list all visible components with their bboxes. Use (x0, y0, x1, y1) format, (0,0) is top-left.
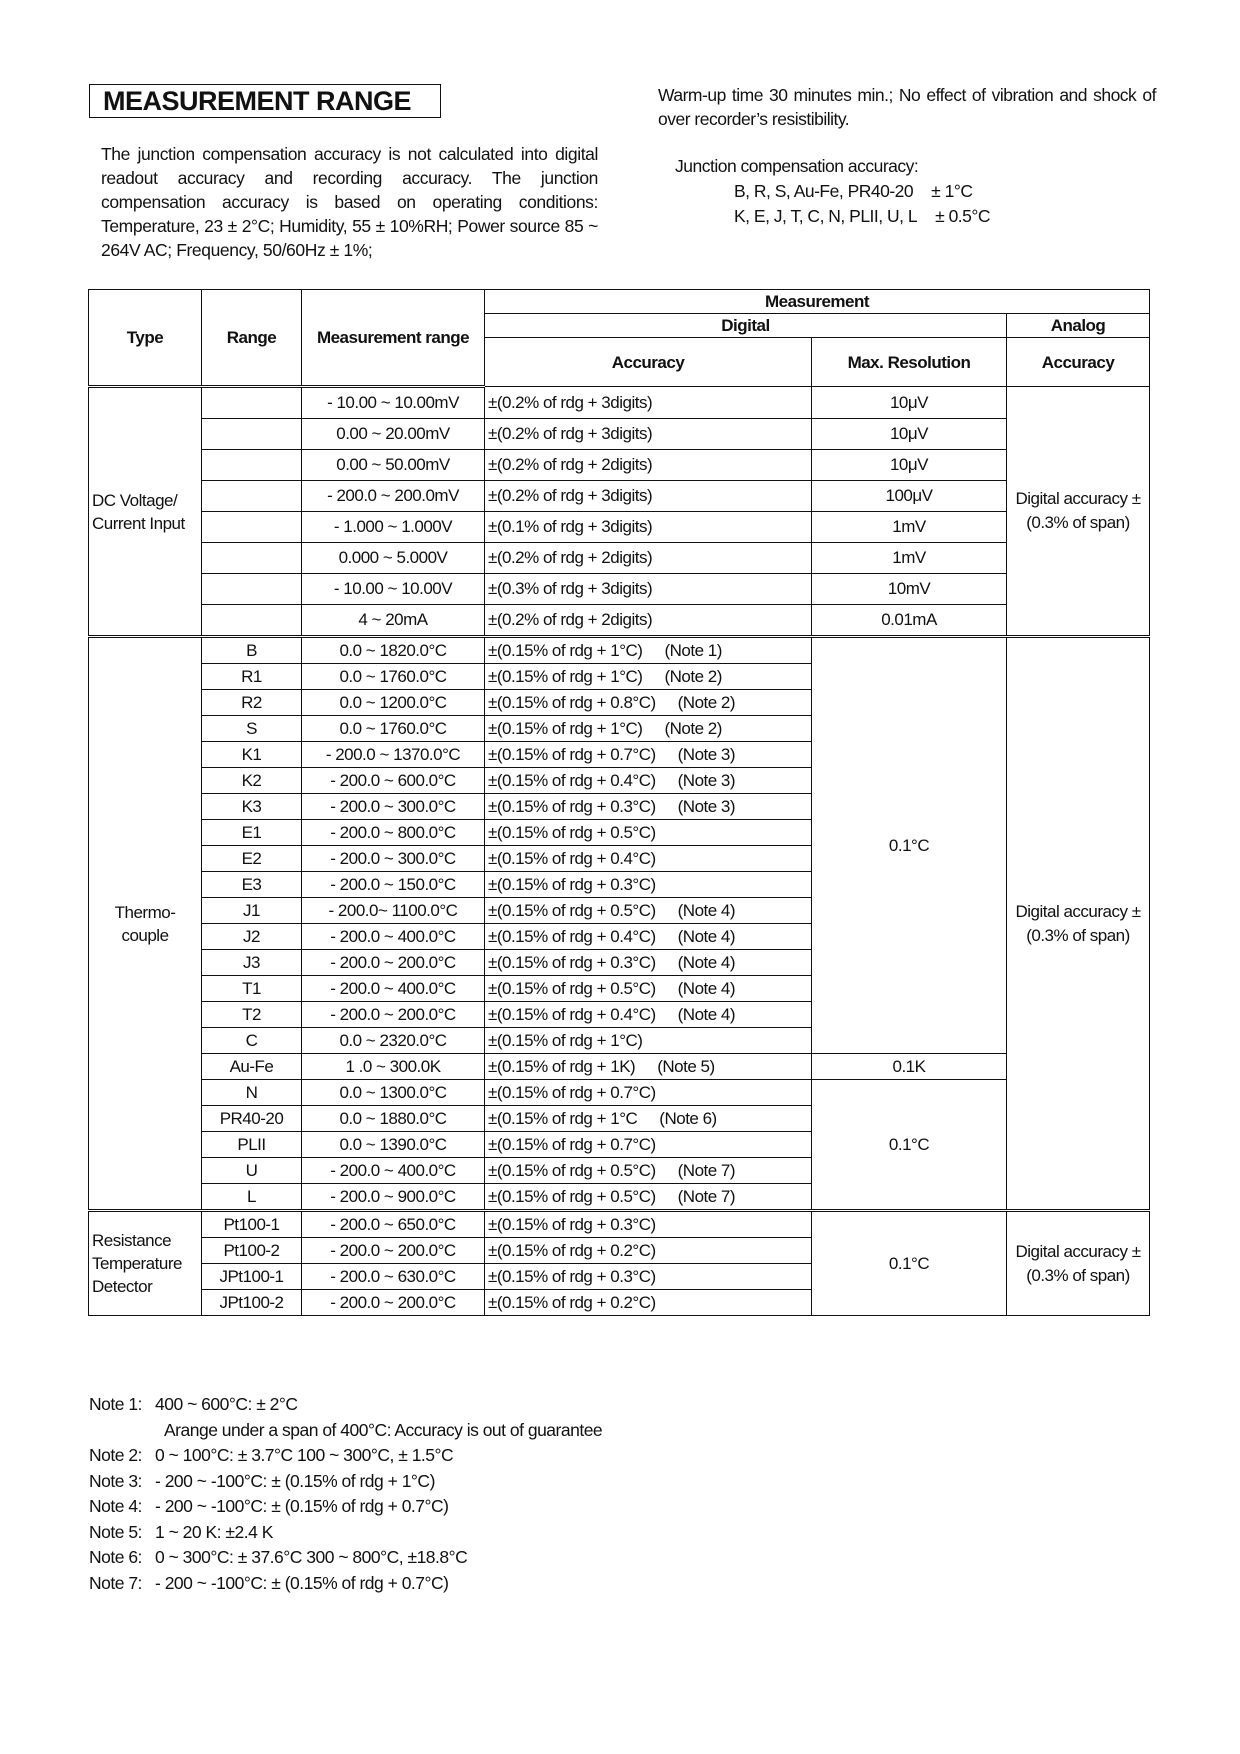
measurement-range-cell: - 200.0 ~ 300.0°C (302, 794, 485, 820)
measurement-range-cell: - 200.0 ~ 150.0°C (302, 872, 485, 898)
note-6: Note 6: 0 ~ 300°C: ± 37.6°C 300 ~ 800°C, ±18.8°C (89, 1547, 468, 1567)
accuracy-note: (Note 4) (677, 900, 736, 920)
resolution-cell: 1mV (812, 512, 1007, 543)
range-cell: B (202, 637, 302, 664)
measurement-range-cell: - 200.0 ~ 800.0°C (302, 820, 485, 846)
measurement-range-cell: - 200.0 ~ 600.0°C (302, 768, 485, 794)
analog-accuracy-cell: Digital accuracy ±(0.3% of span) (1007, 637, 1150, 1211)
header-digital: Digital (485, 314, 1007, 338)
measurement-range-cell: - 200.0 ~ 1370.0°C (302, 742, 485, 768)
range-cell: K2 (202, 768, 302, 794)
accuracy-cell (485, 1132, 812, 1158)
measurement-range-cell: - 200.0 ~ 650.0°C (302, 1211, 485, 1238)
accuracy-cell (485, 794, 812, 820)
measurement-range-cell: 0.0 ~ 1820.0°C (302, 637, 485, 664)
accuracy-note: (Note 4) (677, 952, 736, 972)
accuracy-cell (485, 742, 812, 768)
accuracy-text: ±(0.15% of rdg + 1°C (488, 1108, 638, 1128)
junction-types: B, R, S, Au-Fe, PR40-20 (734, 181, 914, 201)
accuracy-text: ±(0.15% of rdg + 0.5°C) (488, 822, 656, 842)
measurement-range-cell: - 200.0 ~ 200.0°C (302, 950, 485, 976)
header-max-resolution: Max. Resolution (812, 338, 1007, 387)
header-type: Type (89, 290, 202, 387)
range-cell (202, 512, 302, 543)
range-cell: N (202, 1080, 302, 1106)
accuracy-cell (485, 664, 812, 690)
accuracy-cell: ±(0.2% of rdg + 3digits) (485, 387, 812, 419)
accuracy-cell (485, 898, 812, 924)
measurement-range-cell: 0.0 ~ 2320.0°C (302, 1028, 485, 1054)
accuracy-cell (485, 950, 812, 976)
accuracy-cell: ±(0.1% of rdg + 3digits) (485, 512, 812, 543)
type-cell: DC Voltage/ Current Input (89, 387, 202, 637)
range-cell: PLII (202, 1132, 302, 1158)
accuracy-cell: ±(0.2% of rdg + 2digits) (485, 543, 812, 574)
note-2: Note 2: 0 ~ 100°C: ± 3.7°C 100 ~ 300°C, ± 1.5°C (89, 1445, 454, 1465)
accuracy-cell: ±(0.2% of rdg + 3digits) (485, 419, 812, 450)
note-1-continuation: Arange under a span of 400°C: Accuracy is out of guarantee (164, 1419, 603, 1440)
accuracy-cell (485, 716, 812, 742)
intro-paragraph: The junction compensation accuracy is not calculated into digital readout accuracy and recording accuracy. The junction compensation accuracy is based on operating conditions: Temperature, 23 ± 2°C; Humidity, 55 ± 10%RH; Power source 85 ~ 264V AC; Frequency, 50/60Hz ± 1%; (101, 144, 598, 260)
table-row (89, 450, 1150, 481)
range-cell (202, 387, 302, 419)
range-cell: R1 (202, 664, 302, 690)
range-cell: Pt100-1 (202, 1211, 302, 1238)
measurement-range-cell: - 200.0 ~ 200.0°C (302, 1002, 485, 1028)
accuracy-cell (485, 1158, 812, 1184)
accuracy-text: ±(0.15% of rdg + 0.4°C) (488, 848, 656, 868)
range-cell: E1 (202, 820, 302, 846)
table-row (89, 543, 1150, 574)
table-row (89, 605, 1150, 637)
accuracy-text: ±(0.15% of rdg + 0.5°C) (488, 900, 656, 920)
accuracy-note: (Note 4) (677, 926, 736, 946)
header-measurement-range: Measurement range (302, 290, 485, 387)
junction-value: ± 1°C (931, 181, 973, 201)
measurement-range-cell: 0.0 ~ 1880.0°C (302, 1106, 485, 1132)
resolution-cell: 0.01mA (812, 605, 1007, 637)
header-analog: Analog (1007, 314, 1150, 338)
measurement-range-cell: 0.00 ~ 50.00mV (302, 450, 485, 481)
accuracy-cell (485, 1106, 812, 1132)
resolution-cell: 0.1°C (812, 637, 1007, 1054)
accuracy-note: (Note 3) (677, 796, 736, 816)
accuracy-text: ±(0.15% of rdg + 1°C) (488, 640, 643, 660)
measurement-range-cell: 1 .0 ~ 300.0K (302, 1054, 485, 1080)
note-7: Note 7: - 200 ~ -100°C: ± (0.15% of rdg + 0.7°C) (89, 1572, 449, 1593)
accuracy-text: ±(0.15% of rdg + 0.7°C) (488, 1082, 656, 1102)
table-row (89, 1054, 1150, 1080)
table-row (89, 1080, 1150, 1106)
resolution-cell: 100μV (812, 481, 1007, 512)
accuracy-cell (485, 976, 812, 1002)
measurement-range-cell: - 200.0 ~ 400.0°C (302, 976, 485, 1002)
range-cell: U (202, 1158, 302, 1184)
accuracy-cell: ±(0.15% of rdg + 0.2°C) (485, 1238, 812, 1264)
accuracy-note: (Note 6) (659, 1108, 717, 1128)
accuracy-text: ±(0.15% of rdg + 0.8°C) (488, 692, 656, 712)
range-cell: JPt100-1 (202, 1264, 302, 1290)
header-range: Range (202, 290, 302, 387)
notes-section (89, 1392, 602, 1596)
resolution-cell: 10μV (812, 419, 1007, 450)
range-cell: PR40-20 (202, 1106, 302, 1132)
accuracy-text: ±(0.15% of rdg + 1K) (488, 1056, 636, 1076)
range-cell (202, 543, 302, 574)
range-cell: J3 (202, 950, 302, 976)
measurement-range-cell: - 10.00 ~ 10.00mV (302, 387, 485, 419)
accuracy-text: ±(0.15% of rdg + 0.4°C) (488, 1004, 656, 1024)
table-body (89, 387, 1150, 1316)
range-cell (202, 574, 302, 605)
range-cell: L (202, 1184, 302, 1211)
accuracy-text: ±(0.15% of rdg + 1°C) (488, 718, 643, 738)
measurement-range-cell: - 10.00 ~ 10.00V (302, 574, 485, 605)
resolution-cell: 10μV (812, 450, 1007, 481)
accuracy-cell: ±(0.2% of rdg + 2digits) (485, 605, 812, 637)
range-cell: R2 (202, 690, 302, 716)
measurement-range-cell: - 200.0~ 1100.0°C (302, 898, 485, 924)
accuracy-text: ±(0.15% of rdg + 0.5°C) (488, 1186, 656, 1206)
range-cell (202, 450, 302, 481)
table-row (89, 387, 1150, 419)
accuracy-text: ±(0.15% of rdg + 0.7°C) (488, 1134, 656, 1154)
measurement-range-cell: - 200.0 ~ 630.0°C (302, 1264, 485, 1290)
header-measurement: Measurement (485, 290, 1150, 314)
junction-line (734, 206, 990, 227)
type-cell: Resistance Temperature Detector (89, 1211, 202, 1316)
accuracy-text: ±(0.15% of rdg + 0.3°C) (488, 796, 656, 816)
accuracy-cell (485, 1184, 812, 1211)
accuracy-note: (Note 3) (677, 770, 736, 790)
analog-accuracy-cell: Digital accuracy ±(0.3% of span) (1007, 1211, 1150, 1316)
junction-value: ± 0.5°C (935, 206, 991, 226)
resolution-cell: 0.1°C (812, 1080, 1007, 1211)
measurement-range-cell: - 200.0 ~ 200.0°C (302, 1238, 485, 1264)
range-cell: J1 (202, 898, 302, 924)
resolution-cell: 10μV (812, 387, 1007, 419)
accuracy-cell (485, 637, 812, 664)
accuracy-cell: ±(0.3% of rdg + 3digits) (485, 574, 812, 605)
range-cell: Pt100-2 (202, 1238, 302, 1264)
accuracy-note: (Note 2) (677, 692, 736, 712)
type-cell: Thermo- couple (89, 637, 202, 1211)
measurement-range-cell: 0.0 ~ 1390.0°C (302, 1132, 485, 1158)
accuracy-cell (485, 924, 812, 950)
accuracy-note: (Note 3) (677, 744, 736, 764)
accuracy-text: ±(0.15% of rdg + 0.3°C) (488, 874, 656, 894)
range-cell: K1 (202, 742, 302, 768)
table-row (89, 419, 1150, 450)
accuracy-text: ±(0.15% of rdg + 0.4°C) (488, 770, 656, 790)
resolution-cell: 0.1K (812, 1054, 1007, 1080)
accuracy-note: (Note 7) (677, 1186, 736, 1206)
measurement-range-cell: 0.0 ~ 1200.0°C (302, 690, 485, 716)
accuracy-cell (485, 768, 812, 794)
note-5: Note 5: 1 ~ 20 K: ±2.4 K (89, 1521, 273, 1542)
junction-line (734, 181, 972, 202)
measurement-range-cell: - 200.0 ~ 900.0°C (302, 1184, 485, 1211)
accuracy-cell (485, 1002, 812, 1028)
accuracy-cell (485, 1080, 812, 1106)
accuracy-cell (485, 846, 812, 872)
resolution-cell: 10mV (812, 574, 1007, 605)
resolution-cell: 1mV (812, 543, 1007, 574)
range-cell: J2 (202, 924, 302, 950)
range-cell: S (202, 716, 302, 742)
accuracy-note: (Note 2) (664, 666, 722, 686)
measurement-range-table (88, 289, 1150, 1316)
accuracy-text: ±(0.15% of rdg + 0.7°C) (488, 744, 656, 764)
measurement-range-cell: 0.0 ~ 1760.0°C (302, 664, 485, 690)
accuracy-cell: ±(0.15% of rdg + 0.3°C) (485, 1211, 812, 1238)
range-cell: C (202, 1028, 302, 1054)
measurement-range-cell: - 200.0 ~ 400.0°C (302, 1158, 485, 1184)
table-row (89, 574, 1150, 605)
accuracy-cell: ±(0.15% of rdg + 0.2°C) (485, 1290, 812, 1316)
junction-title: Junction compensation accuracy: (675, 156, 919, 176)
accuracy-cell: ±(0.2% of rdg + 2digits) (485, 450, 812, 481)
accuracy-cell (485, 1054, 812, 1080)
junction-types: K, E, J, T, C, N, PLII, U, L (734, 206, 918, 226)
range-cell (202, 419, 302, 450)
accuracy-text: ±(0.15% of rdg + 0.4°C) (488, 926, 656, 946)
accuracy-note: (Note 4) (677, 978, 736, 998)
accuracy-note: (Note 2) (664, 718, 722, 738)
range-cell: E3 (202, 872, 302, 898)
header-accuracy: Accuracy (485, 338, 812, 387)
measurement-range-cell: - 200.0 ~ 200.0mV (302, 481, 485, 512)
accuracy-cell (485, 690, 812, 716)
range-cell (202, 481, 302, 512)
range-cell: JPt100-2 (202, 1290, 302, 1316)
range-cell (202, 605, 302, 637)
range-cell: E2 (202, 846, 302, 872)
measurement-range-cell: 0.000 ~ 5.000V (302, 543, 485, 574)
resolution-cell: 0.1°C (812, 1211, 1007, 1316)
measurement-range-cell: - 1.000 ~ 1.000V (302, 512, 485, 543)
measurement-range-cell: - 200.0 ~ 400.0°C (302, 924, 485, 950)
note-3: Note 3: - 200 ~ -100°C: ± (0.15% of rdg + 1°C) (89, 1470, 435, 1491)
page-title: MEASUREMENT RANGE (89, 84, 441, 118)
range-cell: T1 (202, 976, 302, 1002)
table-row (89, 637, 1150, 664)
range-cell: Au-Fe (202, 1054, 302, 1080)
accuracy-text: ±(0.15% of rdg + 0.5°C) (488, 978, 656, 998)
range-cell: K3 (202, 794, 302, 820)
accuracy-note: (Note 4) (677, 1004, 736, 1024)
accuracy-cell: ±(0.15% of rdg + 0.3°C) (485, 1264, 812, 1290)
table-row (89, 512, 1150, 543)
warmup-paragraph: Warm-up time 30 minutes min.; No effect of vibration and shock of over recorder’s resistibility. (658, 85, 1156, 129)
table-row (89, 481, 1150, 512)
note-4: Note 4: - 200 ~ -100°C: ± (0.15% of rdg + 0.7°C) (89, 1496, 449, 1516)
table-row (89, 1211, 1150, 1238)
note-1: Note 1: 400 ~ 600°C: ± 2°C (89, 1394, 298, 1414)
accuracy-text: ±(0.15% of rdg + 0.3°C) (488, 952, 656, 972)
accuracy-note: (Note 1) (664, 640, 722, 660)
accuracy-cell (485, 1028, 812, 1054)
header-analog-accuracy: Accuracy (1007, 338, 1150, 387)
accuracy-cell (485, 872, 812, 898)
accuracy-text: ±(0.15% of rdg + 1°C) (488, 666, 643, 686)
accuracy-note: (Note 5) (657, 1056, 715, 1076)
accuracy-cell: ±(0.2% of rdg + 3digits) (485, 481, 812, 512)
accuracy-text: ±(0.15% of rdg + 0.5°C) (488, 1160, 656, 1180)
accuracy-text: ±(0.15% of rdg + 1°C) (488, 1030, 643, 1050)
analog-accuracy-cell: Digital accuracy ±(0.3% of span) (1007, 387, 1150, 637)
measurement-range-cell: - 200.0 ~ 200.0°C (302, 1290, 485, 1316)
range-cell: T2 (202, 1002, 302, 1028)
measurement-range-cell: 0.00 ~ 20.00mV (302, 419, 485, 450)
measurement-range-cell: 0.0 ~ 1760.0°C (302, 716, 485, 742)
measurement-range-cell: 0.0 ~ 1300.0°C (302, 1080, 485, 1106)
accuracy-note: (Note 7) (677, 1160, 736, 1180)
measurement-range-cell: 4 ~ 20mA (302, 605, 485, 637)
measurement-range-cell: - 200.0 ~ 300.0°C (302, 846, 485, 872)
accuracy-cell (485, 820, 812, 846)
